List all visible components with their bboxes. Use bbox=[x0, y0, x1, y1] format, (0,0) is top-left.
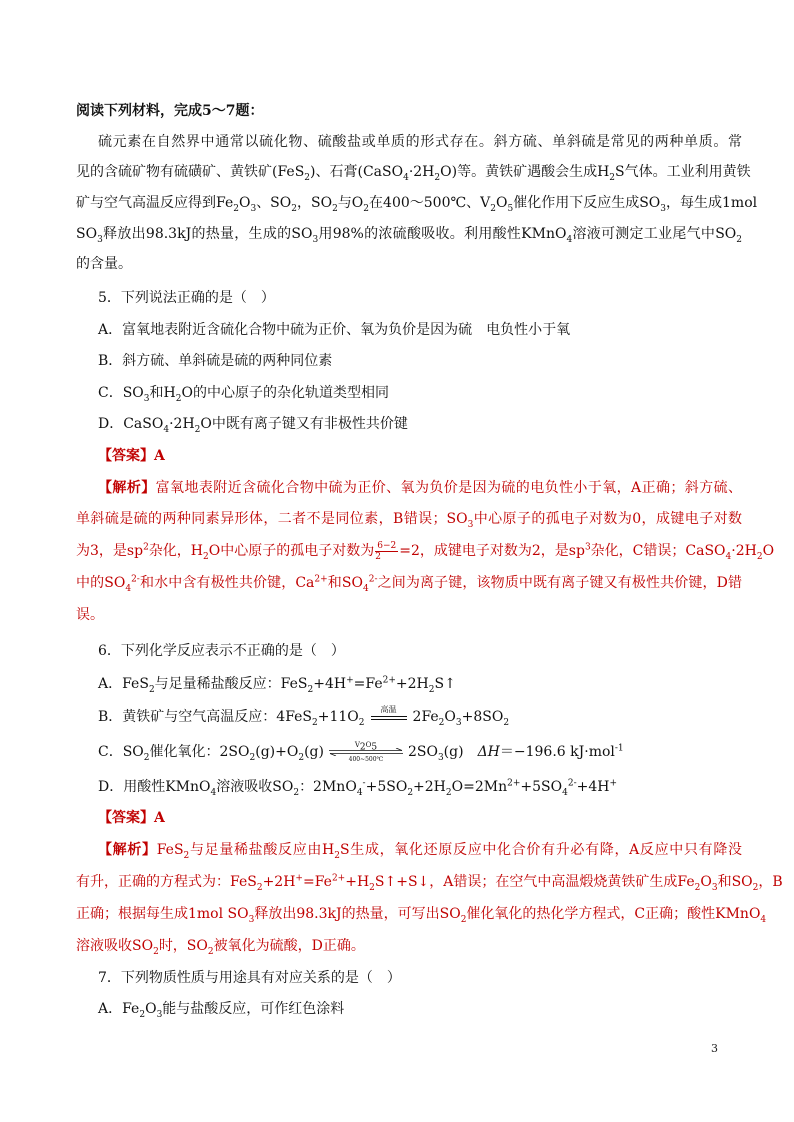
q6-explanation-line: 有升，正确的方程式为：$FeS_2+2H^+=Fe^{2+}+H_2S↑+S↓$，A错误；在空气中高温煅烧黄铁矿生成$Fe_2O_3$和$SO_2$，B bbox=[76, 873, 783, 893]
q5-explanation-line: 单斜硫是硫的两种同素异形体，二者不是同位素，B错误；$SO_3$中心原子的孤电子对数为0，成键电子对数 bbox=[76, 511, 743, 530]
q6-stem: 6．下列化学反应表示不正确的是（ ） bbox=[98, 643, 345, 659]
q5-explanation-line: 为3，是$sp^2$杂化，$H_2O$中心原子的孤电子对数为 $\frac{6-2}{2}$ =2，成键电子对数为2，是$sp^3$杂化，C错误；$CaSO_4\cdot 2H_2O$ bbox=[76, 540, 775, 562]
reaction-condition: 高温 bbox=[367, 708, 411, 726]
passage-line: 的含量。 bbox=[76, 256, 132, 272]
q5-explanation-line: 【解析】富氧地表附近含硫化合物中硫为正价、氧为负价是因为硫的电负性小于氧，A正确；斜方硫、 bbox=[98, 480, 743, 496]
q6-explanation-line: 正确；根据每生成1mol $SO_3$释放出98.3kJ的热量，可写出$SO_2$催化氧化的热化学方程式，C正确；酸性KMnO$_4$ bbox=[76, 906, 767, 925]
passage-line: 矿与空气高温反应得到$Fe_2O_3$、$SO_2$，$SO_2$与$O_2$在400～500℃、$V_2O_5$催化作用下反应生成$SO_3$，每生成1mol bbox=[76, 195, 758, 214]
q6-option-a: A．FeS$_2$与足量稀盐酸反应：$FeS_2+4H^+=Fe^{2+}+2H_2S↑$ bbox=[98, 675, 456, 695]
page-number: 3 bbox=[711, 1042, 718, 1055]
fraction: $\frac{6-2}{2}$ bbox=[375, 540, 397, 562]
q5-stem: 5．下列说法正确的是（ ） bbox=[98, 290, 275, 306]
section-heading: 阅读下列材料，完成5～7题： bbox=[76, 103, 264, 119]
q5-answer: 【答案】A bbox=[98, 448, 165, 464]
q6-option-d: D．用酸性KMnO$_4$溶液吸收$SO_2$：$2MnO_4^-+5SO_2+2H_2O=2Mn^{2+}+5SO_4^{2-}+4H^+$ bbox=[98, 778, 618, 798]
q6-answer: 【答案】A bbox=[98, 810, 165, 826]
q5-explanation-line: 中的$SO_4^{2-}$和水中含有极性共价键，$Ca^{2+}$和$SO_4^{2-}$之间为离子键，该物质中既有离子键又有极性共价键，D错 bbox=[76, 574, 742, 594]
passage-line: 硫元素在自然界中通常以硫化物、硫酸盐或单质的形式存在。斜方硫、单斜硫是常见的两种单质。常 bbox=[98, 134, 742, 150]
q5-explanation-line: 误。 bbox=[76, 607, 104, 623]
q7-option-a: A．$Fe_2O_3$能与盐酸反应，可作红色涂料 bbox=[98, 1001, 345, 1020]
q6-option-c: C．$SO_2$催化氧化：$2SO_2(g)+O_2(g)$ $V_2O_5$ 400~500℃ $2SO_3(g)$ ΔH＝−196.6 kJ·mol$^{-1}$ bbox=[98, 741, 624, 763]
equilibrium-arrow-icon bbox=[326, 748, 406, 756]
passage-line: $SO_3$释放出98.3kJ的热量，生成的$SO_3$用98%的浓硫酸吸收。利用酸性KMnO$_4$溶液可测定工业尾气中$SO_2$ bbox=[76, 226, 742, 245]
q6-option-b: B．黄铁矿与空气高温反应：$4FeS_2+11O_2$ 高温 $2Fe_2O_3+8SO_2$ bbox=[98, 705, 510, 728]
reversible-arrow: $V_2O_5$ 400~500℃ bbox=[326, 741, 406, 763]
q5-option-d: D．$CaSO_4\cdot 2H_2O$中既有离子键又有非极性共价键 bbox=[98, 416, 408, 435]
passage-line: 见的含硫矿物有硫磺矿、黄铁矿(FeS$_2$)、石膏$(CaSO_4\cdot 2H_2O)$等。黄铁矿遇酸会生成$H_2S$气体。工业利用黄铁 bbox=[76, 164, 751, 183]
q7-stem: 7．下列物质性质与用途具有对应关系的是（ ） bbox=[98, 970, 401, 986]
q5-option-c: C．$SO_3$和$H_2O$的中心原子的杂化轨道类型相同 bbox=[98, 385, 389, 404]
q5-option-a: A．富氧地表附近含硫化合物中硫为正价、氧为负价是因为硫 电负性小于氧 bbox=[98, 322, 571, 338]
q5-option-b: B．斜方硫、单斜硫是硫的两种同位素 bbox=[98, 353, 333, 369]
q6-explanation-line: 【解析】FeS$_2$与足量稀盐酸反应由$H_2S$生成，氧化还原反应中化合价有升必有降，A反应中只有降没 bbox=[98, 842, 742, 861]
q6-explanation-line: 溶液吸收$SO_2$时，$SO_2$被氧化为硫酸，D正确。 bbox=[76, 938, 365, 957]
